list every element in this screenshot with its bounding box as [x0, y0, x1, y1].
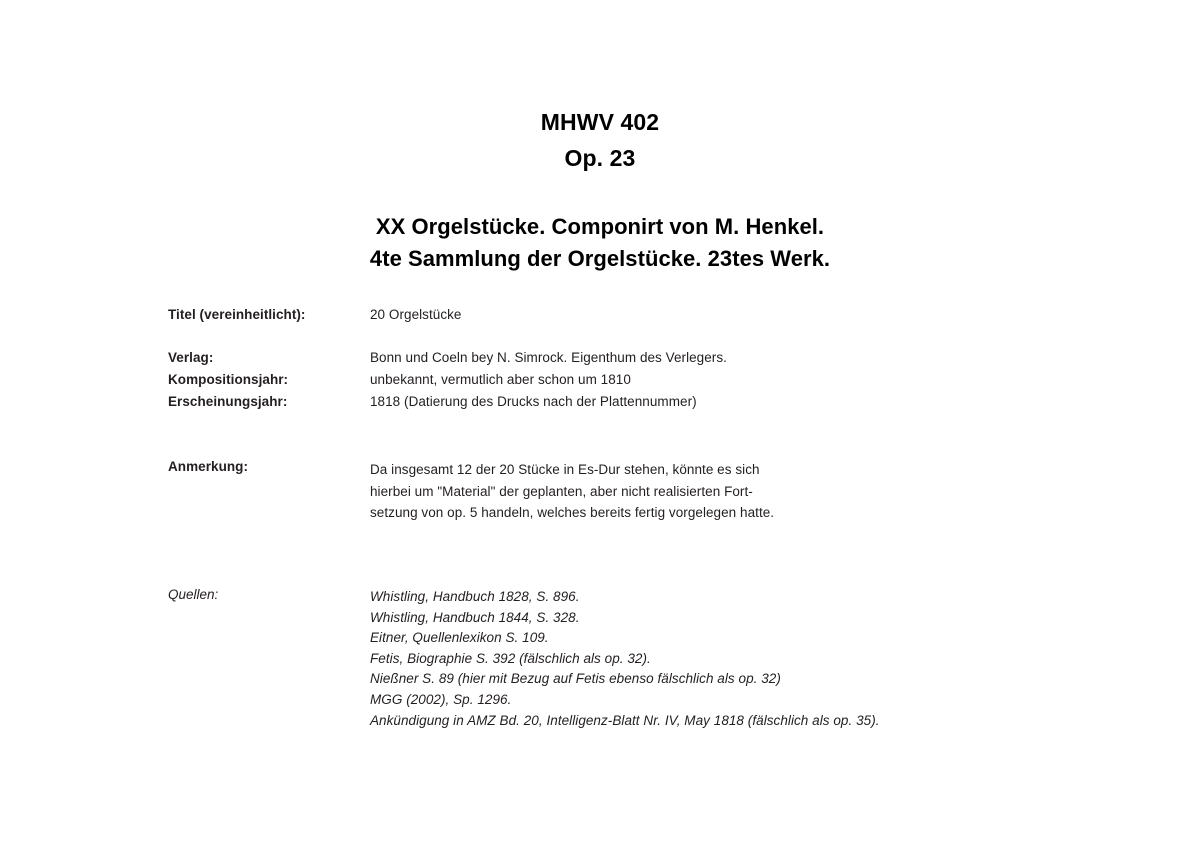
catalog-number: MHWV 402 [540, 109, 660, 135]
source-entry: Fetis, Biographie S. 392 (fälschlich als op. 32). [370, 650, 651, 666]
field-value-kompositionsjahr: unbekannt, vermutlich aber schon um 1810 [370, 372, 631, 387]
source-entry: Whistling, Handbuch 1828, S. 896. [370, 589, 580, 604]
note-text [370, 459, 774, 524]
document-heading [0, 104, 1200, 176]
source-entry: Whistling, Handbuch 1844, S. 328. [370, 609, 580, 625]
field-label-kompositionsjahr: Kompositionsjahr: [168, 372, 289, 387]
field-label-titel: Titel (vereinheitlicht): [168, 307, 306, 322]
sources-label: Quellen: [168, 587, 219, 602]
sources-list [370, 587, 880, 731]
note-label: Anmerkung: [168, 459, 249, 474]
note-line-2: hierbei um "Material" der geplanten, aber nicht realisierten Fort- [370, 483, 753, 499]
note-line-3: setzung von op. 5 handeln, welches bereits fertig vorgelegen hatte. [370, 505, 775, 520]
source-entry: Eitner, Quellenlexikon S. 109. [370, 630, 549, 646]
field-value-titel: 20 Orgelstücke [370, 307, 462, 322]
field-label-verlag: Verlag: [168, 350, 214, 365]
subtitle-line-1: XX Orgelstücke. Componirt von M. Henkel. [375, 214, 825, 239]
opus-number: Op. 23 [564, 145, 636, 171]
source-entry: Nießner S. 89 (hier mit Bezug auf Fetis ebenso fälschlich als op. 32) [370, 671, 781, 687]
source-entry: MGG (2002), Sp. 1296. [370, 691, 512, 707]
document-subtitle [0, 211, 1200, 275]
field-label-erscheinungsjahr: Erscheinungsjahr: [168, 394, 288, 409]
subtitle-line-2: 4te Sammlung der Orgelstücke. 23tes Werk. [369, 246, 831, 271]
source-entry: Ankündigung in AMZ Bd. 20, Intelligenz-Blatt Nr. IV, May 1818 (fälschlich als op. 35). [370, 712, 880, 728]
note-line-1: Da insgesamt 12 der 20 Stücke in Es-Dur stehen, könnte es sich [370, 462, 760, 477]
field-row-erscheinungsjahr [168, 394, 1128, 411]
field-value-erscheinungsjahr: 1818 (Datierung des Drucks nach der Plattennummer) [370, 394, 697, 409]
field-value-verlag: Bonn und Coeln bey N. Simrock. Eigenthum des Verlegers. [370, 350, 727, 365]
